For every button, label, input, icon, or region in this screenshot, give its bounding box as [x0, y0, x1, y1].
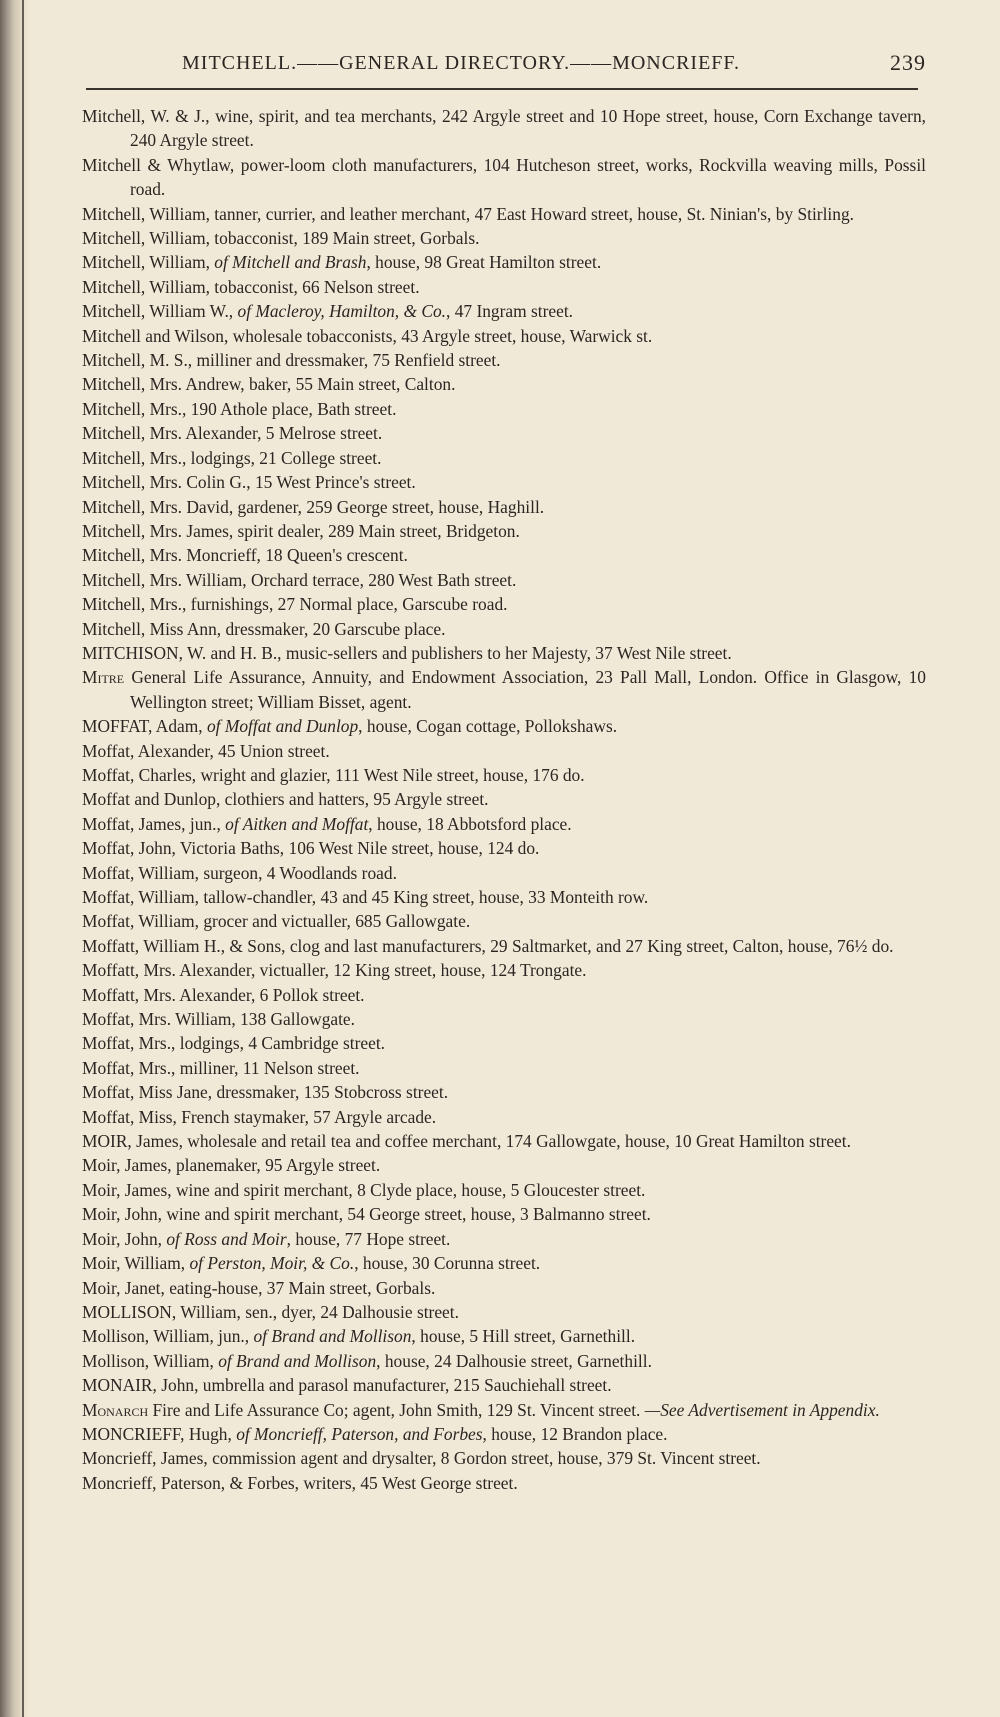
entry-text: Mitchell, William, — [82, 252, 215, 273]
directory-entry — [82, 1422, 926, 1446]
entry-text: Moffat, Miss Jane, dressmaker, 135 Stobcross street. — [82, 1082, 449, 1103]
entry-text: Moffat, William, tallow-chandler, 43 and 45 King street, house, 33 Monteith row. — [82, 887, 649, 907]
entry-text: Mitchell, Mrs., furnishings, 27 Normal place, Garscube road. — [82, 594, 508, 615]
directory-entry — [82, 250, 926, 274]
entry-firm-italic: of Perston, Moir, & Co. — [189, 1253, 355, 1274]
directory-page — [82, 46, 926, 1495]
header-right: MONCRIEFF. — [612, 52, 740, 74]
directory-entries — [82, 104, 926, 1495]
directory-entry — [82, 1446, 926, 1470]
entry-text: , house, 5 Hill street, Garnethill. — [411, 1326, 636, 1347]
entry-text: Moffat, Miss, French staymaker, 57 Argyle arcade. — [82, 1106, 437, 1127]
entry-smallcaps: Mitre — [82, 667, 125, 688]
entry-text: MONAIR, John, umbrella and parasol manufacturer, 215 Sauchiehall street. — [82, 1375, 612, 1396]
header-title — [182, 52, 740, 75]
entry-text: Moffat, Mrs., milliner, 11 Nelson street. — [82, 1057, 360, 1078]
entry-text: MOFFAT, Adam, — [82, 716, 207, 737]
header-dash-1: —— — [297, 52, 340, 74]
directory-entry — [82, 983, 926, 1007]
entry-text: , house, Cogan cottage, Pollokshaws. — [358, 716, 618, 737]
entry-text: Mitchell, Mrs. Colin G., 15 West Prince's street. — [82, 472, 416, 493]
header-center: GENERAL DIRECTORY. — [339, 52, 571, 74]
book-spine-shadow — [0, 0, 30, 1717]
entry-text: Moffat, William, surgeon, 4 Woodlands road. — [82, 862, 397, 883]
directory-entry — [82, 104, 926, 153]
entry-text: Fire and Life Assurance Co; agent, John Smith, 129 St. Vincent street. — [148, 1399, 645, 1420]
entry-text: Moncrieff, James, commission agent and drysalter, 8 Gordon street, house, 379 St. Vincent street. — [82, 1448, 761, 1469]
directory-entry — [82, 909, 926, 933]
directory-entry — [82, 861, 926, 885]
directory-entry — [82, 275, 926, 299]
entry-text: Moffat, Mrs., lodgings, 4 Cambridge street. — [82, 1033, 386, 1054]
directory-entry — [82, 568, 926, 592]
entry-text: Mitchell, M. S., milliner and dressmaker, 75 Renfield street. — [82, 350, 501, 371]
entry-text: Moffat, William, grocer and victualler, 685 Gallowgate. — [82, 911, 471, 932]
directory-entry — [82, 1105, 926, 1129]
entry-text: , house, 98 Great Hamilton street. — [366, 252, 602, 273]
entry-text: , house, 30 Corunna street. — [354, 1253, 541, 1274]
entry-text: Mitchell, Mrs. David, gardener, 259 George street, house, Haghill. — [82, 496, 545, 517]
entry-text: , house, 77 Hope street. — [286, 1228, 451, 1249]
directory-entry — [82, 202, 926, 226]
entry-text: Mitchell, Mrs., 190 Athole place, Bath street. — [82, 398, 397, 419]
entry-firm-italic: —See Advertisement in Appendix. — [644, 1399, 880, 1420]
entry-text: Moir, William, — [82, 1253, 190, 1274]
entry-text: MONCRIEFF, Hugh, — [82, 1423, 237, 1444]
entry-text: Mitchell, William, tanner, currier, and leather merchant, 47 East Howard street, house, St. Ninian's, by Stirling. — [82, 203, 854, 224]
entry-text: Moir, Janet, eating-house, 37 Main street, Gorbals. — [82, 1277, 436, 1298]
header-left: MITCHELL. — [182, 52, 298, 74]
directory-entry — [82, 617, 926, 641]
entry-text: MOLLISON, William, sen., dyer, 24 Dalhousie street. — [82, 1301, 459, 1322]
entry-text: Mitchell, William W., — [82, 301, 238, 322]
directory-entry — [82, 958, 926, 982]
entry-text: Mitchell, William, tobacconist, 66 Nelson street. — [82, 276, 420, 297]
entry-text: Moir, John, — [82, 1228, 167, 1249]
directory-entry — [82, 397, 926, 421]
entry-text: General Life Assurance, Annuity, and Endowment Association, 23 Pall Mall, London. Office in Glasgow, 10 Wellington street; William Bisset, agent. — [124, 667, 926, 712]
directory-entry — [82, 324, 926, 348]
entry-text: Moir, John, wine and spirit merchant, 54 George street, house, 3 Balmanno street. — [82, 1204, 651, 1225]
entry-text: Moncrieff, Paterson, & Forbes, writers, 45 West George street. — [82, 1472, 518, 1493]
entry-text: Mitchell, Mrs. Moncrieff, 18 Queen's crescent. — [82, 545, 408, 566]
entry-firm-italic: of Brand and Mollison — [218, 1350, 377, 1371]
entry-firm-italic: of Moncrieff, Paterson, and Forbes — [236, 1423, 483, 1444]
entry-text: Moffatt, William H., & Sons, clog and last manufacturers, 29 Saltmarket, and 27 King street, Calton, house, 76½ do. — [82, 935, 894, 956]
directory-entry — [82, 1276, 926, 1300]
running-header — [82, 46, 926, 86]
entry-text: Mitchell, Miss Ann, dressmaker, 20 Garscube place. — [82, 618, 446, 639]
directory-entry — [82, 1129, 926, 1153]
directory-entry — [82, 299, 926, 323]
directory-entry — [82, 543, 926, 567]
directory-entry — [82, 812, 926, 836]
directory-entry — [82, 1202, 926, 1226]
directory-entry — [82, 421, 926, 445]
directory-entry — [82, 592, 926, 616]
directory-entry — [82, 1373, 926, 1397]
entry-text: , house, 12 Brandon place. — [482, 1423, 668, 1444]
directory-entry — [82, 348, 926, 372]
directory-entry — [82, 1398, 926, 1422]
directory-entry — [82, 1080, 926, 1104]
entry-text: Mitchell and Wilson, wholesale tobacconists, 43 Argyle street, house, Warwick st. — [82, 325, 653, 346]
directory-entry — [82, 1227, 926, 1251]
entry-text: Moffatt, Mrs. Alexander, victualler, 12 King street, house, 124 Trongate. — [82, 960, 587, 981]
page-number: 239 — [890, 50, 926, 75]
entry-text: Moffat, Charles, wright and glazier, 111 West Nile street, house, 176 do. — [82, 764, 585, 785]
directory-entry — [82, 763, 926, 787]
header-dash-2: —— — [570, 52, 613, 74]
directory-entry — [82, 885, 926, 909]
entry-text: , house, 24 Dalhousie street, Garnethill. — [376, 1350, 652, 1371]
directory-entry — [82, 641, 926, 665]
entry-firm-italic: of Macleroy, Hamilton, & Co. — [237, 301, 447, 322]
directory-entry — [82, 739, 926, 763]
directory-entry — [82, 1153, 926, 1177]
entry-firm-italic: of Moffat and Dunlop — [206, 716, 359, 737]
directory-entry — [82, 934, 926, 958]
entry-firm-italic: of Ross and Moir — [166, 1228, 287, 1249]
entry-text: Moffatt, Mrs. Alexander, 6 Pollok street. — [82, 984, 365, 1005]
entry-text: Moir, James, planemaker, 95 Argyle street. — [82, 1155, 381, 1176]
directory-entry — [82, 470, 926, 494]
directory-entry — [82, 1300, 926, 1324]
directory-entry — [82, 787, 926, 811]
directory-entry — [82, 1056, 926, 1080]
entry-text: Moffat, Mrs. William, 138 Gallowgate. — [82, 1009, 356, 1030]
entry-firm-italic: of Brand and Mollison — [253, 1326, 412, 1347]
directory-entry — [82, 1031, 926, 1055]
entry-text: Moir, James, wine and spirit merchant, 8 Clyde place, house, 5 Gloucester street. — [82, 1179, 646, 1200]
entry-text: MOIR, James, wholesale and retail tea and coffee merchant, 174 Gallowgate, house, 10 Great Hamilton street. — [82, 1131, 851, 1152]
directory-entry — [82, 1471, 926, 1495]
entry-smallcaps: Monarch — [82, 1399, 149, 1420]
directory-entry — [82, 665, 926, 714]
directory-entry — [82, 1251, 926, 1275]
directory-entry — [82, 519, 926, 543]
directory-entry — [82, 372, 926, 396]
directory-entry — [82, 1178, 926, 1202]
entry-text: Mitchell, W. & J., wine, spirit, and tea merchants, 242 Argyle street and 10 Hope street, house, Corn Exchange tavern, 240 Argyle street. — [82, 106, 926, 151]
directory-entry — [82, 836, 926, 860]
directory-entry — [82, 1007, 926, 1031]
directory-entry — [82, 714, 926, 738]
entry-text: , 47 Ingram street. — [446, 301, 574, 322]
entry-text: Mitchell, Mrs. James, spirit dealer, 289 Main street, Bridgeton. — [82, 520, 520, 541]
entry-firm-italic: of Aitken and Moffat — [225, 813, 369, 834]
directory-entry — [82, 1324, 926, 1348]
entry-text: Mollison, William, — [82, 1350, 219, 1371]
entry-text: Mitchell, Mrs. Andrew, baker, 55 Main street, Calton. — [82, 374, 456, 395]
directory-entry — [82, 226, 926, 250]
entry-text: Moffat, John, Victoria Baths, 106 West Nile street, house, 124 do. — [82, 838, 540, 859]
entry-text: Moffat, Alexander, 45 Union street. — [82, 740, 330, 761]
entry-text: Mitchell, Mrs. Alexander, 5 Melrose street. — [82, 423, 383, 444]
entry-text: Mitchell, Mrs. William, Orchard terrace, 280 West Bath street. — [82, 569, 517, 590]
directory-entry — [82, 446, 926, 470]
entry-text: Mitchell, Mrs., lodgings, 21 College street. — [82, 447, 382, 468]
directory-entry — [82, 153, 926, 202]
entry-text: Mollison, William, jun., — [82, 1326, 254, 1347]
directory-entry — [82, 495, 926, 519]
header-rule — [86, 88, 918, 90]
directory-entry — [82, 1349, 926, 1373]
entry-text: Mitchell, William, tobacconist, 189 Main street, Gorbals. — [82, 228, 480, 249]
entry-text: , house, 18 Abbotsford place. — [368, 813, 572, 834]
entry-text: Moffat and Dunlop, clothiers and hatters, 95 Argyle street. — [82, 789, 489, 810]
page-gutter-line — [22, 0, 24, 1717]
entry-firm-italic: of Mitchell and Brash — [214, 252, 367, 273]
entry-text: MITCHISON, W. and H. B., music-sellers and publishers to her Majesty, 37 West Nile street. — [82, 642, 732, 663]
entry-text: Moffat, James, jun., — [82, 813, 226, 834]
entry-text: Mitchell & Whytlaw, power-loom cloth manufacturers, 104 Hutcheson street, works, Rockvilla weaving mills, Possil road. — [82, 154, 926, 200]
